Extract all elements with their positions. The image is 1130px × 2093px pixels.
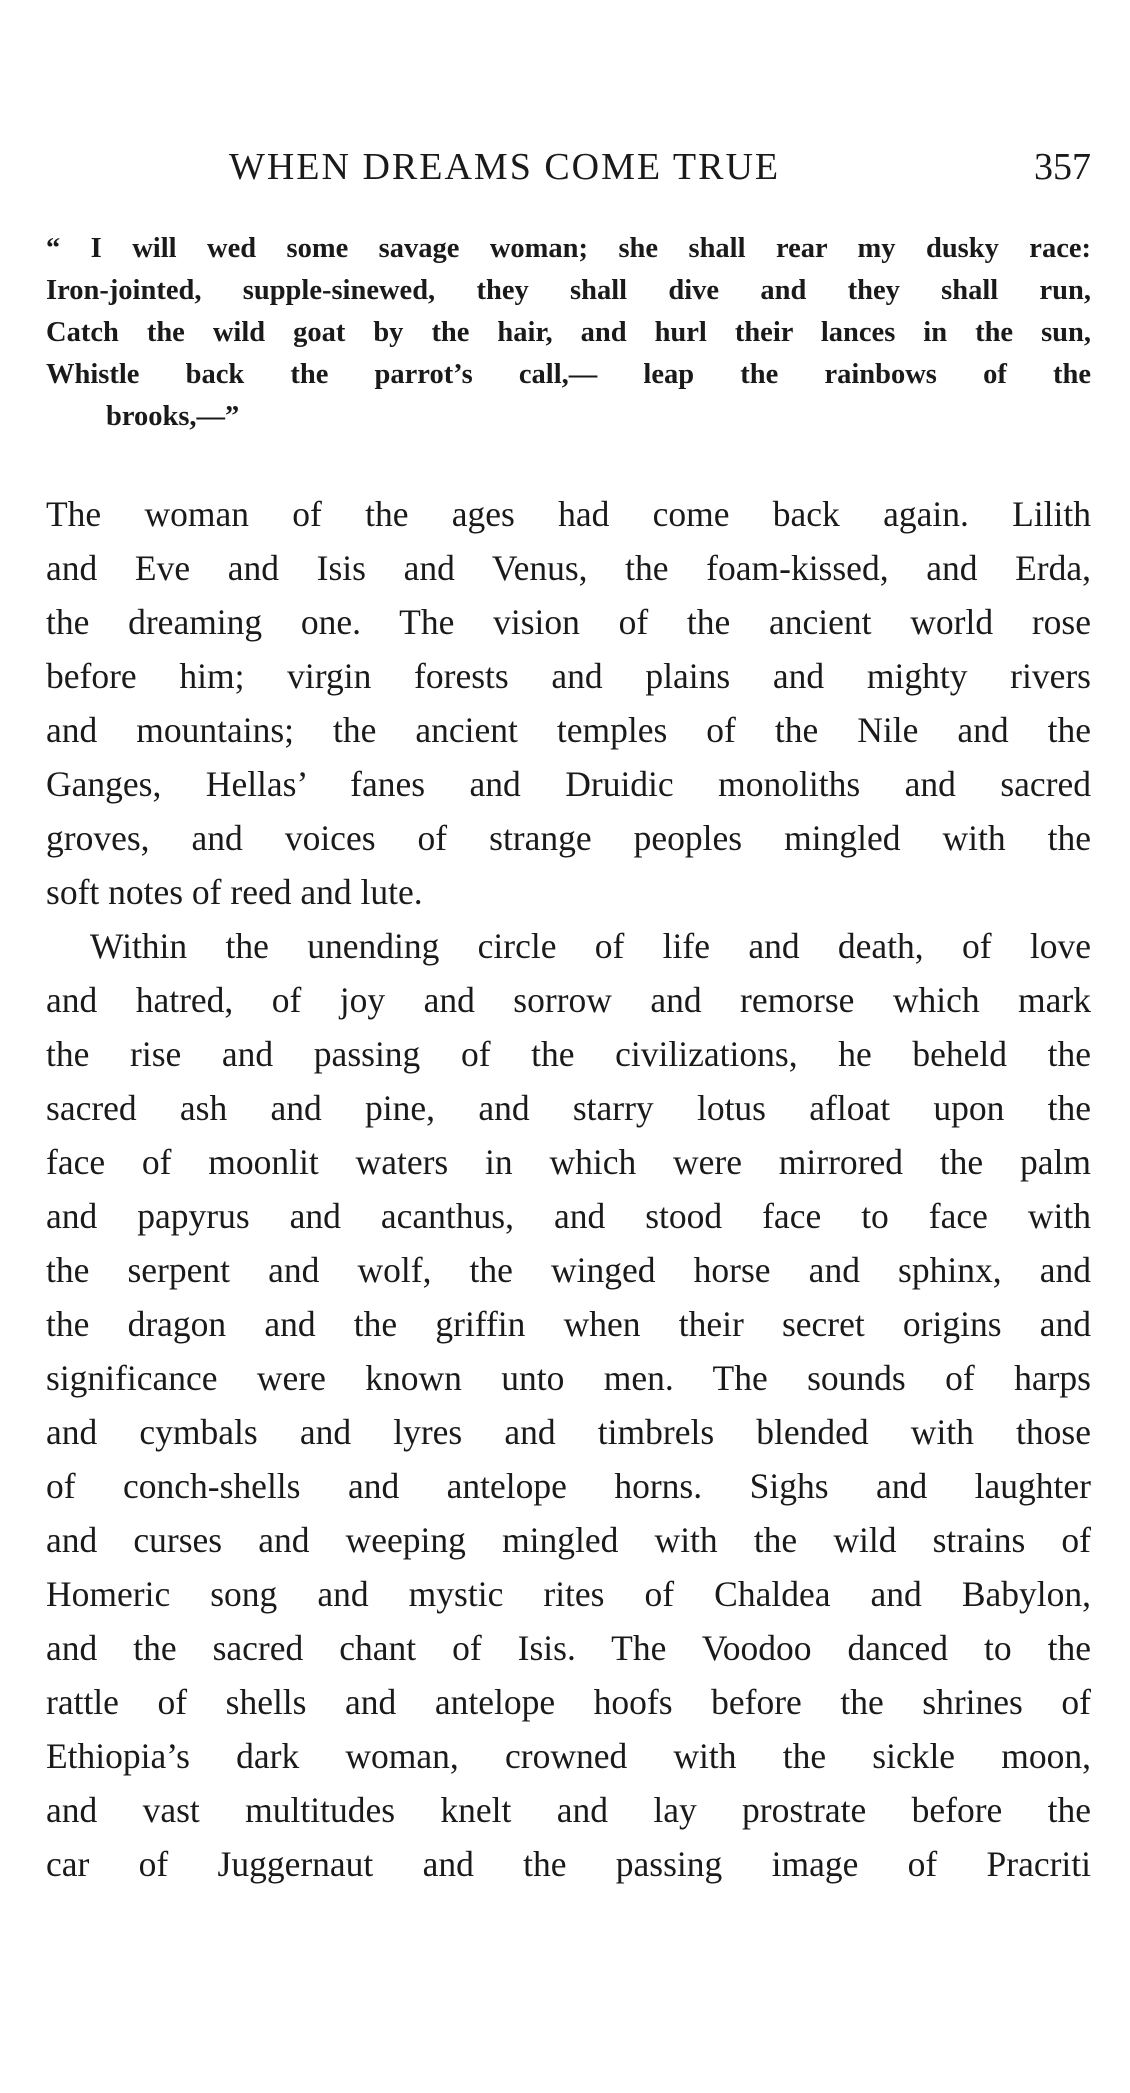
paragraph-2-line: and hatred, of joy and sorrow and remorse which mark (46, 980, 1091, 1020)
verse-line: Whistle back the parrot’s call,— leap the rainbows of the (46, 359, 1091, 390)
paragraph-2-line: and curses and weeping mingled with the wild strains of (46, 1520, 1091, 1560)
paragraph-1-line: soft notes of reed and lute. (46, 872, 423, 912)
paragraph-2-line: the serpent and wolf, the winged horse and sphinx, and (46, 1250, 1091, 1290)
page-number: 357 (1034, 146, 1091, 188)
body-text (46, 487, 1091, 1891)
paragraph-2-line: sacred ash and pine, and starry lotus afloat upon the (46, 1088, 1091, 1128)
paragraph-2-line: face of moonlit waters in which were mirrored the palm (46, 1142, 1091, 1182)
running-title: WHEN DREAMS COME TRUE (229, 146, 781, 188)
paragraph-1-line: and mountains; the ancient temples of the Nile and the (46, 710, 1091, 750)
paragraph-2-line: Homeric song and mystic rites of Chaldea and Babylon, (46, 1574, 1091, 1614)
paragraph-2-line: and papyrus and acanthus, and stood face to face with (46, 1196, 1091, 1236)
paragraph-2-line: and vast multitudes knelt and lay prostrate before the (46, 1790, 1091, 1830)
paragraph-1-line: and Eve and Isis and Venus, the foam-kissed, and Erda, (46, 548, 1091, 588)
verse-line: brooks,—” (106, 401, 240, 432)
verse-quotation (46, 228, 1091, 438)
paragraph-2-line: the rise and passing of the civilizations, he beheld the (46, 1034, 1091, 1074)
verse-line: Catch the wild goat by the hair, and hurl their lances in the sun, (46, 317, 1091, 348)
paragraph-2-line: car of Juggernaut and the passing image of Pracriti (46, 1844, 1091, 1884)
paragraph-1-line: groves, and voices of strange peoples mingled with the (46, 818, 1091, 858)
verse-line: Iron-jointed, supple-sinewed, they shall dive and they shall run, (46, 275, 1091, 306)
page-header (229, 142, 1091, 192)
paragraph-2-line: and cymbals and lyres and timbrels blended with those (46, 1412, 1091, 1452)
paragraph-2-line: the dragon and the griffin when their secret origins and (46, 1304, 1091, 1344)
paragraph-2-line: Ethiopia’s dark woman, crowned with the sickle moon, (46, 1736, 1091, 1776)
paragraph-1-line: the dreaming one. The vision of the ancient world rose (46, 602, 1091, 642)
paragraph-2-line: rattle of shells and antelope hoofs before the shrines of (46, 1682, 1091, 1722)
paragraph-1-line: The woman of the ages had come back again. Lilith (46, 494, 1091, 534)
paragraph-2-line: of conch-shells and antelope horns. Sighs and laughter (46, 1466, 1091, 1506)
paragraph-1-line: Ganges, Hellas’ fanes and Druidic monoliths and sacred (46, 764, 1091, 804)
paragraph-1-line: before him; virgin forests and plains and mighty rivers (46, 656, 1091, 696)
paragraph-2-line: and the sacred chant of Isis. The Voodoo danced to the (46, 1628, 1091, 1668)
paragraph-2-line: Within the unending circle of life and death, of love (90, 926, 1091, 966)
verse-line: “ I will wed some savage woman; she shall rear my dusky race: (46, 233, 1091, 264)
paragraph-2-line: significance were known unto men. The sounds of harps (46, 1358, 1091, 1398)
